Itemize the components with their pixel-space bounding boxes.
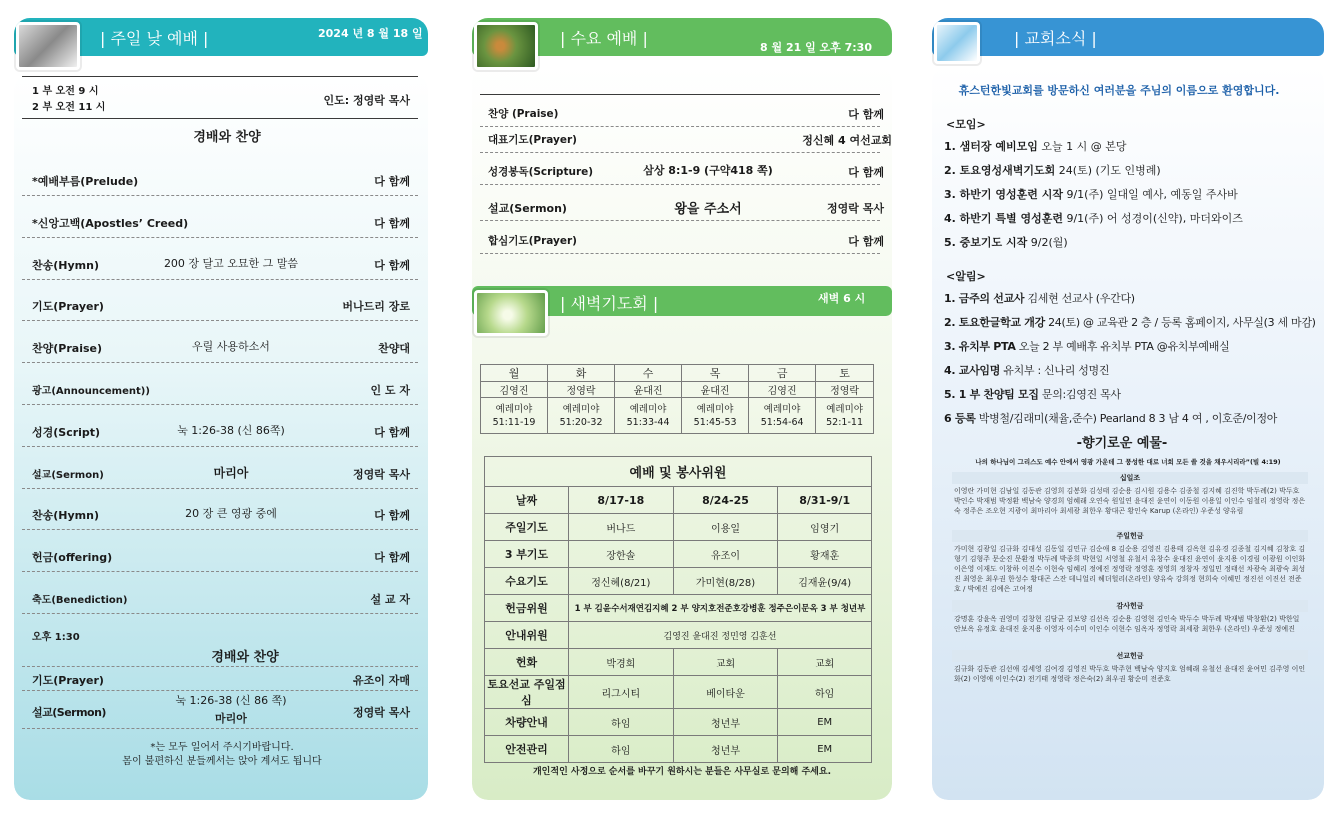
notice-item-title: 5. 1 부 찬양팀 모집 [944,388,1039,401]
dawn-verses: 51:11-19 [492,416,536,428]
notice-item-detail: 24(토) @ 교육관 2 층 / 등록 홈페이지, 사무실(3 세 마감) [1044,316,1316,329]
worship-item-leader: 설 교 자 [370,593,410,606]
offerings-verse: 나의 하나님이 그리스도 예수 안에서 영광 가운데 그 풍성한 대로 너희 모든 쓸 것을 채우시리라”(빌 4:19) [975,458,1281,466]
dawn-time: 새벽 6 시 [818,292,866,305]
divider [22,279,418,280]
duty-cell: 하임 [778,676,872,709]
notice-item [944,386,1121,402]
duty-cell: 장한솔 [569,541,674,568]
volunteers-column-header: 8/31-9/1 [778,487,872,514]
divider [22,320,418,321]
meeting-item-detail: 9/1(주) 어 성경이(신약), 마더와이즈 [1062,212,1243,225]
notice-item-title: 3. 유치부 PTA [944,340,1016,353]
offering-section-heading: 선교헌금 [952,650,1308,662]
service-volunteers-table [484,456,872,763]
duty-label: 토요선교 주일점심 [485,676,569,709]
section-title: | 주일 낮 예배 | [100,29,209,48]
pm-sermon-scripture: 눅 1:26-38 (신 86 쪽) [175,694,287,707]
notice-item-title: 2. 토요한글학교 개강 [944,316,1045,329]
divider [480,126,880,127]
cross-photo [474,22,538,70]
meeting-item-detail: 9/2(월) [1027,236,1068,249]
meeting-item-detail: 9/1(주) 일대일 예사, 예동일 주사바 [1062,188,1238,201]
duty-cell: 베이타운 [673,676,778,709]
dawn-leader: 정영락 [816,382,874,398]
wednesday-item-leader: 다 함께 [848,166,884,179]
dawn-day: 화 [548,365,615,382]
offering-section-names: 강명훈 강윤옥 권영미 김창현 김담균 김보양 김선옥 김순용 김영현 김인숙 박두수 박두례 박재범 박창환(2) 박한일 안보옥 유정호 윤대진 윤지용 이영자 이수미 이인수 이현수 임옥자 정영락 최세광 최한우 (온라인) 우준성 정예진 [954,615,1300,633]
duty-cell: EM [778,736,872,763]
divider [22,446,418,447]
duty-label: 주일기도 [485,514,569,541]
worship-item-label: 기도(Prayer) [32,300,104,313]
offering-section-heading: 감사헌금 [952,600,1308,612]
meeting-item [944,210,1243,226]
notices-header: <알림> [946,270,986,283]
offerings-title: -향기로운 예물- [1076,436,1168,451]
wednesday-item-leader: 정신혜 4 여선교회 [802,134,892,147]
notice-item [944,290,1135,306]
divider [22,690,418,691]
meeting-item-title: 4. 하반기 특별 영성훈련 [944,212,1063,225]
dawn-prayer-schedule [480,364,874,434]
dawn-day: 금 [749,365,816,382]
dawn-scripture [816,398,874,434]
dawn-book: 예레미야 [826,403,863,415]
divider [22,488,418,489]
duty-cell: 청년부 [673,736,778,763]
wednesday-item-leader: 정영락 목사 [827,202,884,215]
offering-volunteers: 1 부 김윤수서재연김지혜 2 부 양지호전준호강병훈 정주은이문옥 3 부 청년부 [569,595,872,622]
dawn-scripture [615,398,682,434]
dawn-book: 예레미야 [629,403,667,415]
divider [22,404,418,405]
duty-cell: 하임 [569,709,674,736]
afternoon-time: 오후 1:30 [32,632,80,643]
wednesday-item-leader: 다 함께 [848,235,884,248]
divider [22,613,418,614]
duty-cell: 유조이 [673,541,778,568]
worship-item-leader: 다 함께 [374,426,410,439]
notice-item-detail: 유치부 : 신나리 성명진 [1000,364,1110,377]
duty-label: 수요기도 [485,568,569,595]
wednesday-item-leader: 다 함께 [848,108,884,121]
dawn-scripture [548,398,615,434]
pm-prayer-leader: 유조이 자매 [353,674,410,687]
pm-prayer-label: 기도(Prayer) [32,674,104,687]
pm-sermon-label: 설교(Sermon) [32,706,106,719]
duty-label: 안전관리 [485,736,569,763]
wednesday-item-label: 합심기도(Prayer) [488,235,577,247]
divider [22,529,418,530]
dawn-verses: 51:20-32 [559,416,603,428]
offering-label: 헌금위원 [485,595,569,622]
divider [480,94,880,95]
duty-cell: 황재훈 [778,541,872,568]
volunteers-column-header: 날짜 [485,487,569,514]
notice-item-title: 1. 금주의 선교사 [944,292,1025,305]
usher-label: 안내위원 [485,622,569,649]
divider [22,76,418,77]
notice-item-detail: 김세현 선교사 (우간다) [1024,292,1135,305]
footer-note: 개인적인 사정으로 순서를 바꾸기 원하시는 분들은 사무실로 문의해 주세요. [532,767,832,777]
duty-cell: 이용일 [673,514,778,541]
dawn-book: 예레미야 [495,403,533,415]
duty-cell: 박경희 [569,649,674,676]
duty-cell: 버나드 [569,514,674,541]
section-praise-heading: 경배와 찬양 [193,130,261,145]
meetings-header: <모임> [946,118,986,131]
worship-item-leader: 정영락 목사 [353,468,410,481]
dawn-leader: 윤대진 [682,382,749,398]
divider [22,237,418,238]
flower-photo [934,22,980,64]
sunday-worship-panel [14,18,428,800]
worship-item-label: 찬송(Hymn) [32,259,99,272]
table-row [485,649,872,676]
wednesday-worship-panel [472,18,892,800]
worship-item-label: 헌금(offering) [32,551,113,564]
worship-item-label: 성경(Script) [32,426,101,439]
dawn-title: | 새벽기도회 | [560,294,659,313]
duty-cell: 교회 [778,649,872,676]
dawn-leader: 정영락 [548,382,615,398]
meeting-item-detail: 오늘 1 시 @ 본당 [1037,140,1127,153]
service-date: 2024 년 8 월 18 일 [318,27,423,40]
duty-cell: 하임 [569,736,674,763]
dawn-day: 수 [615,365,682,382]
duty-cell: 임영기 [778,514,872,541]
worship-item-leader: 찬양대 [378,342,410,355]
dawn-scripture [682,398,749,434]
church-news-panel [932,18,1324,800]
section-title: | 수요 예배 | [560,29,648,48]
duty-cell: 정신혜(8/21) [569,568,674,595]
divider [22,728,418,729]
worship-item-label: 찬양(Praise) [32,342,102,355]
notice-item-title: 6 등록 [944,412,976,425]
wednesday-item-detail: 삼상 8:1-9 (구약418 쪽) [643,164,773,177]
divider [480,152,880,153]
worship-item-leader: 인 도 자 [370,384,410,397]
duty-cell: EM [778,709,872,736]
dawn-day: 토 [816,365,874,382]
meeting-item [944,234,1068,250]
worship-item-label: *예배부름(Prelude) [32,175,139,188]
notice-item-title: 4. 교사임명 [944,364,1001,377]
table-row [485,709,872,736]
dawn-scripture [749,398,816,434]
service-2-time: 2 부 오전 11 시 [32,102,106,113]
wednesday-item-label: 성경봉독(Scripture) [488,166,594,178]
notice-item [944,362,1109,378]
duty-cell: 가미현(8/28) [673,568,778,595]
welcome-message: 휴스턴한빛교회를 방문하신 여러분을 주님의 이름으로 환영합니다. [958,84,1280,97]
wednesday-item-detail: 왕을 주소서 [674,202,742,217]
dawn-leader: 김영진 [749,382,816,398]
divider [480,184,880,185]
meeting-item [944,162,1161,178]
section-title: | 교회소식 | [1014,29,1097,48]
pm-sermon-title: 마리아 [215,712,247,725]
offering-section-names: 김규화 김동관 김선애 김세영 김여경 김영진 박두호 박주현 백남숙 양지호 엄혜래 유철선 윤대진 윤여민 김주영 이인화(2) 이영애 이인수(2) 전기태 정영락 정은숙(2) 최우권 황순미 전준호 [954,665,1306,683]
table-row [485,736,872,763]
meeting-item-title: 3. 하반기 영성훈련 시작 [944,188,1063,201]
notice-item-detail: 박병철/김래미(채율,준수) Pearland 8 3 남 4 여 , 이호준/이정아 [975,412,1278,425]
worship-item-leader: 다 함께 [374,175,410,188]
footer-note-standing: *는 모두 일어서 주시기바랍니다. [150,742,294,753]
dawn-leader: 윤대진 [615,382,682,398]
duty-label: 헌화 [485,649,569,676]
leader: 인도: 정영락 목사 [323,94,410,107]
service-date: 8 월 21 일 오후 7:30 [760,41,872,54]
offering-section [952,650,1308,686]
table-row [485,568,872,595]
volunteers-column-header: 8/17-18 [569,487,674,514]
divider [480,220,880,221]
offering-section-names: 이영란 가미현 김남일 김동관 김영희 김봉화 김성태 김순용 김시원 김용수 김종철 김지혜 김진학 박두례(2) 박두호 박인수 박재범 박정환 백남숙 양경희 엄혜래 오연숙 원일연 윤대진 윤연이 이동원 이용일 이인수 임철리 정영락 정은숙 정주은 조오현 지광이 최마리아 최세광 최한우 황대곤 황인숙 Karup (온라인) 우준성 양유림 [954,487,1306,515]
duty-cell: 김재윤(9/4) [778,568,872,595]
table-row [485,514,872,541]
table-row [485,676,872,709]
duty-cell: 교회 [673,649,778,676]
offering-section-heading: 십일조 [952,472,1308,484]
meeting-item [944,186,1238,202]
notice-item [944,338,1229,354]
notice-item-detail: 오늘 2 부 예배후 유치부 PTA @유치부예배실 [1015,340,1230,353]
footer-note-seated: 몸이 불편하신 분들께서는 앉아 계셔도 됩니다 [122,756,322,767]
offering-section [952,472,1308,518]
service-1-time: 1 부 오전 9 시 [32,86,99,97]
offering-section-names: 가미현 김광일 김규화 김대성 김동일 김민규 김순애 8 김순용 김영진 김용태 김옥현 김유경 김종철 김지혜 김창호 김형기 김형주 문순진 문환정 박두례 박종희 박현일 서영철 유철서 유창수 윤대진 윤연이 윤지용 이경림 이광원 이인화 이은영 이재도 이창하 이진수 이현숙 임혜리 정예진 정영락 정영훈 정영희 정창자 정일민 정태선 차광숙 최광숙 최성진 최영운 최우권 한성수 황대곤 스잔 데니얼리 헤더헐리(온라인) 양유숙 강희정 현희숙 이혜민 정진선 이진선 전준호 / 박예진 김예은 고여정 [954,545,1306,593]
wednesday-item-label: 찬양 (Praise) [488,108,559,120]
wednesday-item-label: 설교(Sermon) [488,202,567,215]
dawn-book: 예레미야 [763,403,801,415]
offering-section [952,530,1308,596]
notice-item [944,314,1316,330]
meeting-item [944,138,1127,154]
usher-volunteers: 김영진 윤대진 정민영 김훈선 [569,622,872,649]
notice-item-detail: 문의:김영진 목사 [1038,388,1121,401]
dawn-day: 월 [481,365,548,382]
volunteers-column-header: 8/24-25 [673,487,778,514]
offering-section [952,600,1308,636]
worship-item-leader: 버나드리 장로 [342,300,410,313]
bible-photo [16,22,80,70]
duty-cell: 리그시티 [569,676,674,709]
table-row [485,541,872,568]
divider [22,571,418,572]
worship-item-leader: 다 함께 [374,259,410,272]
duty-label: 차량안내 [485,709,569,736]
divider [22,118,418,119]
candle-photo [474,290,548,336]
dawn-verses: 51:54-64 [760,416,804,428]
worship-item-label: 축도(Benediction) [32,595,128,606]
dawn-day: 목 [682,365,749,382]
pm-sermon-preacher: 정영락 목사 [353,706,410,719]
dawn-book: 예레미야 [696,403,734,415]
meeting-item-title: 5. 중보기도 시작 [944,236,1028,249]
notice-item [944,410,1277,426]
divider [480,253,880,254]
divider [22,195,418,196]
worship-item-leader: 다 함께 [374,217,410,230]
worship-item-leader: 다 함께 [374,509,410,522]
dawn-book: 예레미야 [562,403,600,415]
afternoon-praise-heading: 경배와 찬양 [211,650,279,665]
offering-section-heading: 주일헌금 [952,530,1308,542]
volunteers-title: 예배 및 봉사위원 [485,457,872,487]
worship-item-label: 찬송(Hymn) [32,509,99,522]
wednesday-item-label: 대표기도(Prayer) [488,134,577,146]
worship-item-label: *신앙고백(Apostles’ Creed) [32,217,189,230]
dawn-verses: 51:33-44 [626,416,670,428]
meeting-item-detail: 24(토) (기도 인병례) [1055,164,1161,177]
worship-item-leader: 다 함께 [374,551,410,564]
divider [22,666,418,667]
dawn-leader: 김영진 [481,382,548,398]
worship-item-detail: 200 장 달고 오묘한 그 말씀 [163,257,299,270]
section-header [932,18,1324,56]
dawn-scripture [481,398,548,434]
worship-item-detail: 우릴 사용하소서 [192,340,270,353]
worship-item-detail: 20 장 큰 영광 중에 [185,507,277,520]
worship-item-label: 설교(Sermon) [32,470,104,481]
divider [22,362,418,363]
duty-label: 3 부기도 [485,541,569,568]
worship-item-detail: 마리아 [213,466,249,480]
meeting-item-title: 1. 샘터장 예비모임 [944,140,1038,153]
worship-item-label: 광고(Announcement)) [32,386,150,397]
dawn-verses: 51:45-53 [693,416,737,428]
dawn-verses: 52:1-11 [826,416,863,428]
duty-cell: 청년부 [673,709,778,736]
worship-item-detail: 눅 1:26-38 (신 86쪽) [177,424,285,437]
meeting-item-title: 2. 토요영성새벽기도회 [944,164,1056,177]
